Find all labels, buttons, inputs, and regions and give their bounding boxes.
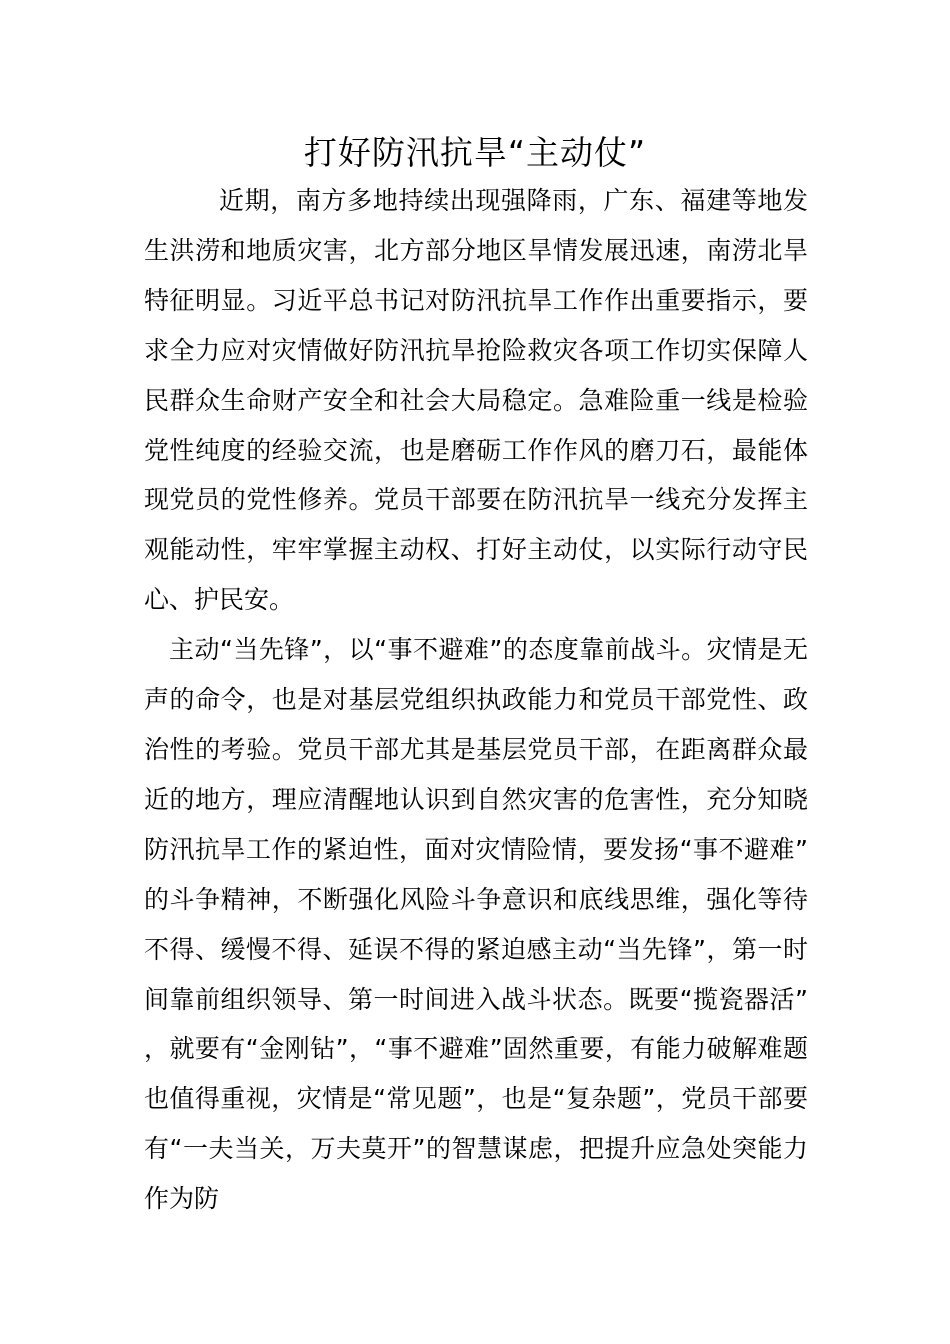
paragraph-vanguard: 主动“当先锋”，以“事不避难”的态度靠前战斗。灾情是无声的命令，也是对基层党组织执政能力和党员干部党性、政治性的考验。党员干部尤其是基层党员干部，在距离群众最近的地方，理应清醒地认识到自然灾害的危害性，充分知晓防汛抗旱工作的紧迫性，面对灾情险情，要发扬“事不避难”的斗争精神，不断强化风险斗争意识和底线思维，强化等待不得、缓慢不得、延误不得的紧迫感主动“当先锋”，第一时间靠前组织领导、第一时间进入战斗状态。既要“揽瓷器活”，就要有“金刚钻”，“事不避难”固然重要，有能力破解难题也值得重视，灾情是“常见题”，也是“复杂题”，党员干部要有“一夫当关，万夫莫开”的智慧谋虑，把提升应急处突能力作为防: [144, 635, 808, 1214]
document-body: [144, 176, 808, 1224]
document-title: 打好防汛抗旱“主动仗”: [303, 133, 647, 172]
paragraph-intro: 近期，南方多地持续出现强降雨，广东、福建等地发生洪涝和地质灾害，北方部分地区旱情发展迅速，南涝北旱特征明显。习近平总书记对防汛抗旱工作作出重要指示，要求全力应对灾情做好防汛抗旱抢险救灾各项工作切实保障人民群众生命财产安全和社会大局稳定。急难险重一线是检验党性纯度的经验交流，也是磨砺工作作风的磨刀石，最能体现党员的党性修养。党员干部要在防汛抗旱一线充分发挥主观能动性，牢牢掌握主动权、打好主动仗，以实际行动守民心、护民安。: [144, 186, 808, 615]
